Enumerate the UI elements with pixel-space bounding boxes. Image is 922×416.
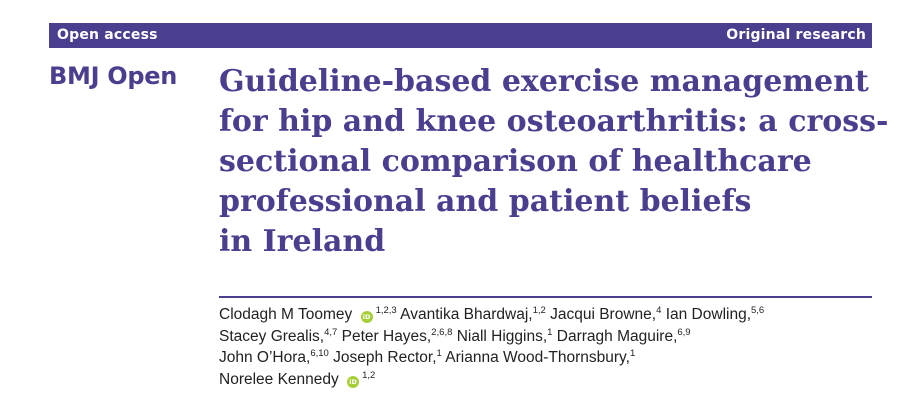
author-name: Niall Higgins, xyxy=(456,327,548,345)
author-name: Avantika Bhardwaj, xyxy=(400,306,533,323)
author-affiliation: 4 xyxy=(656,305,662,316)
open-access-label: Open access xyxy=(57,27,158,43)
orcid-icon[interactable]: iD xyxy=(361,311,373,323)
author-name: Stacey Grealis, xyxy=(219,327,325,345)
author-list xyxy=(219,304,879,390)
title-line: in Ireland xyxy=(219,224,386,259)
orcid-icon[interactable]: iD xyxy=(347,376,359,388)
author-affiliation: 1 xyxy=(436,348,442,359)
author-line xyxy=(219,347,879,369)
author-affiliation: 1,2 xyxy=(532,305,546,316)
author-name: Darragh Maguire, xyxy=(556,327,678,345)
author-line xyxy=(219,369,879,391)
author-affiliation: 6,10 xyxy=(310,348,329,359)
author-line xyxy=(219,304,879,326)
author-name: Ian Dowling, xyxy=(665,306,751,323)
author-affiliation: 1,2 xyxy=(362,369,376,381)
author-name: Arianna Wood-Thornsbury, xyxy=(445,349,630,366)
author-name: Joseph Rector, xyxy=(333,349,437,366)
title-line: for hip and knee osteoarthritis: a cross- xyxy=(219,104,889,139)
title-line: Guideline-based exercise management xyxy=(219,64,869,99)
author-affiliation: 1 xyxy=(547,326,553,338)
title-line: sectional comparison of healthcare xyxy=(219,144,812,179)
author-name: Peter Hayes, xyxy=(341,327,432,345)
title-line: professional and patient beliefs xyxy=(219,184,752,219)
author-affiliation: 6,9 xyxy=(677,326,691,338)
author-name: Clodagh M Toomey xyxy=(219,306,353,323)
author-name: Norelee Kennedy xyxy=(219,370,339,388)
journal-logo: BMJ Open xyxy=(49,62,178,90)
author-affiliation: 5,6 xyxy=(751,305,765,316)
divider xyxy=(219,296,872,298)
author-line xyxy=(219,326,879,348)
header-bar xyxy=(49,23,872,48)
article-title xyxy=(219,62,889,262)
author-name: John O’Hora, xyxy=(219,349,311,366)
author-affiliation: 1 xyxy=(629,348,636,359)
author-affiliation: 4,7 xyxy=(324,326,338,338)
article-type-label: Original research xyxy=(726,27,866,43)
author-affiliation: 2,6,8 xyxy=(431,326,453,338)
author-name: Jacqui Browne, xyxy=(550,306,657,323)
author-affiliation: 1,2,3 xyxy=(375,305,397,316)
